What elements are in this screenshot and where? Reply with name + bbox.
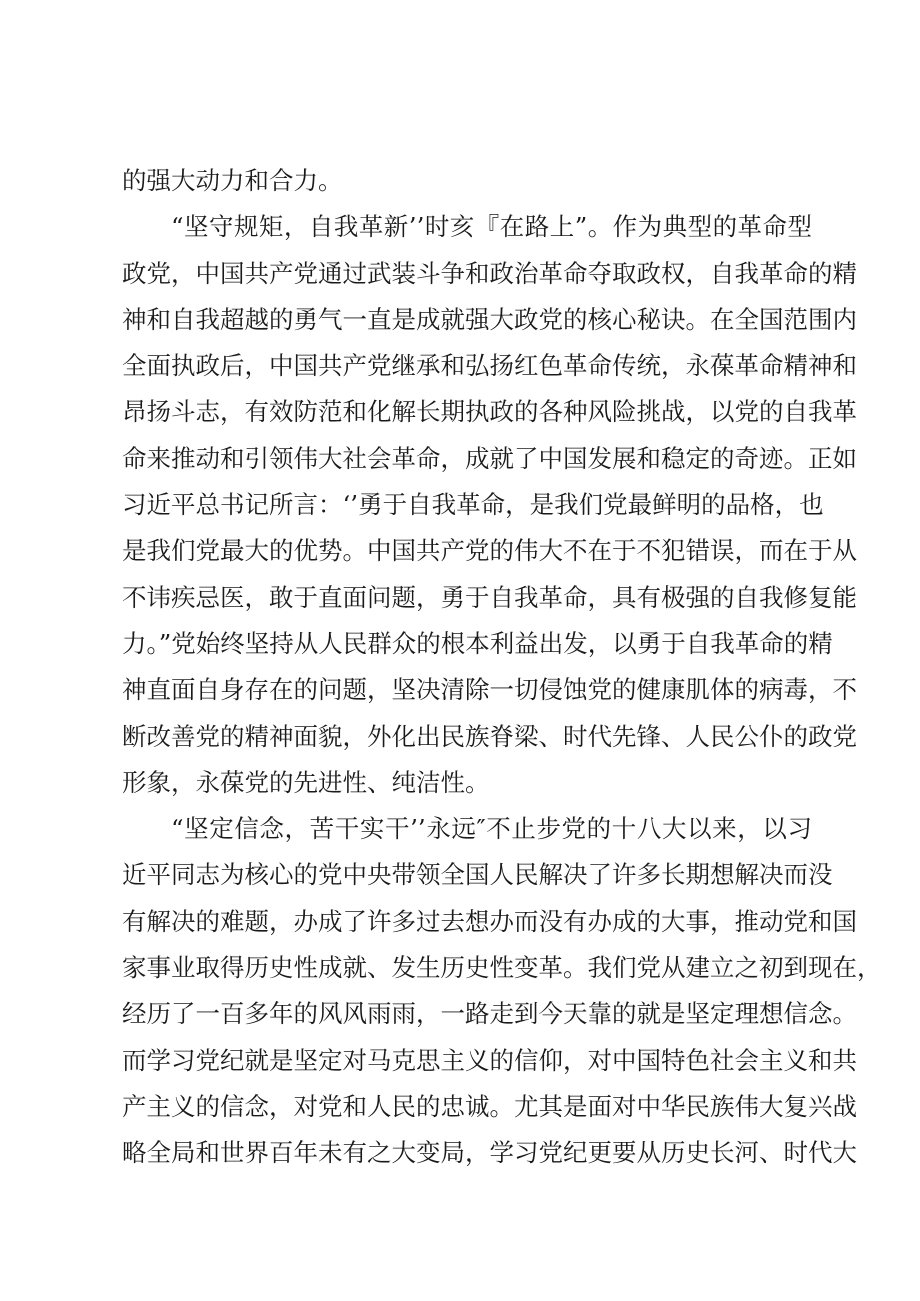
text-line: 昂扬斗志，有效防范和化解长期执政的各种风险挑战，以党的自我革: [122, 397, 857, 427]
text-line: 力。”党始终坚持从人民群众的根本利益出发，以勇于自我革命的精: [122, 628, 833, 658]
text-line: 断改善党的精神面貌，外化出民族脊梁、时代先锋、人民公仆的政党: [122, 721, 857, 751]
text-line: 政党，中国共产党通过武装斗争和政治革命夺取政权，自我革命的精: [122, 258, 857, 288]
text-line: 习近平总书记所言：‘’勇于自我革命，是我们党最鲜明的品格，也: [122, 490, 824, 520]
text-line: 经历了一百多年的风风雨雨，一路走到今天靠的就是坚定理想信念。: [122, 999, 857, 1029]
text-line: 略全局和世界百年未有之大变局，学习党纪更要从历史长河、时代大: [122, 1138, 857, 1168]
text-line: 近平同志为核心的党中央带领全国人民解决了许多长期想解决而没: [122, 860, 833, 890]
text-line: 家事业取得历史性成就、发生历史性变革。我们党从建立之初到现在，: [122, 953, 882, 983]
text-line: 而学习党纪就是坚定对马克思主义的信仰，对中国特色社会主义和共: [122, 1045, 857, 1075]
text-line: 神直面自身存在的问题，坚决清除一切侵蚀党的健康肌体的病毒，不: [122, 675, 857, 705]
text-line: 是我们党最大的优势。中国共产党的伟大不在于不犯错误，而在于从: [122, 536, 857, 566]
text-line: 形象，永葆党的先进性、纯洁性。: [122, 767, 490, 797]
text-line: 命来推动和引领伟大社会革命，成就了中国发展和稳定的奇迹。正如: [122, 443, 857, 473]
text-line: 全面执政后，中国共产党继承和弘扬红色革命传统，永葆革命精神和: [122, 351, 857, 381]
text-line: 的强大动力和合力。: [122, 166, 343, 195]
text-line: 神和自我超越的勇气一直是成就强大政党的核心秘诀。在全国范围内: [122, 304, 857, 334]
text-line: 产主义的信念，对党和人民的忠诚。尤其是面对中华民族伟大复兴战: [122, 1091, 857, 1121]
paragraph-first-line: “坚定信念，苦干实干’’永远″不止步党的十八大以来，以习: [171, 814, 812, 844]
paragraph-first-line: “坚守规矩，自我革新’’时亥『在路上”。作为典型的革命型: [171, 212, 812, 242]
text-line: 不讳疾忌医，敢于直面问题，勇于自我革命，具有极强的自我修复能: [122, 582, 857, 612]
text-line: 有解决的难题，办成了许多过去想办而没有办成的大事，推动党和国: [122, 906, 857, 936]
body-text: [122, 158, 882, 1177]
